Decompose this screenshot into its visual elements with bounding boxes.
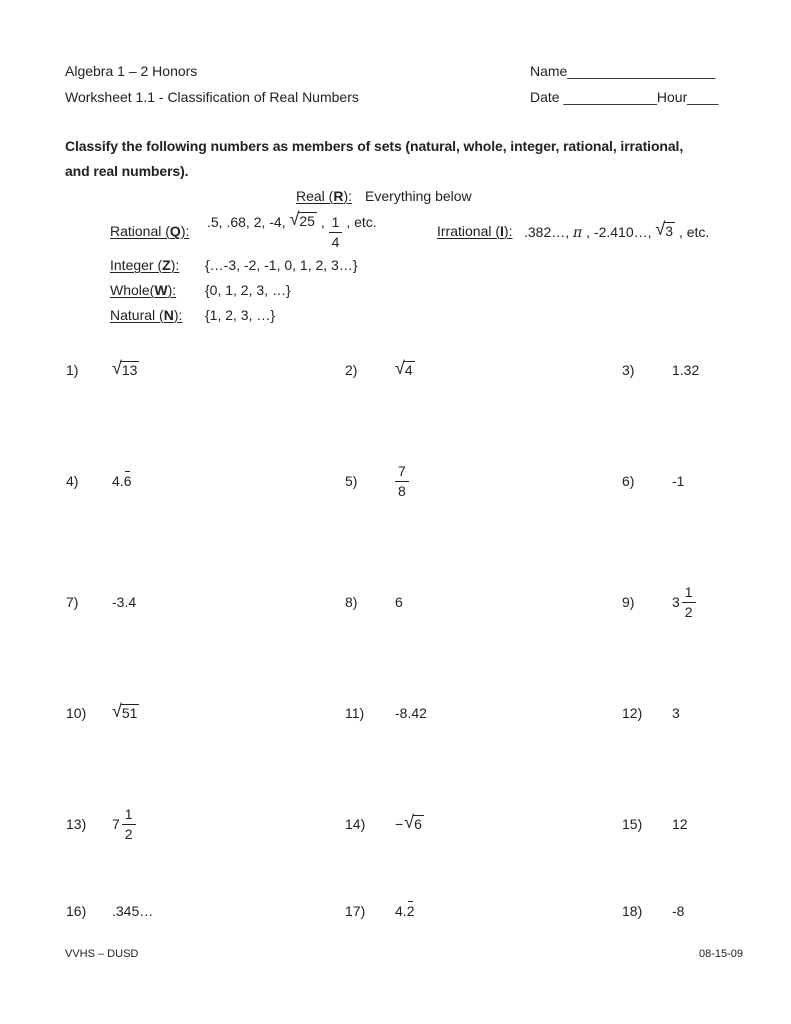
problems-row	[0, 801, 791, 847]
sqrt-radical	[655, 218, 675, 240]
problem-number: 4)	[66, 473, 79, 489]
radical-symbol: √	[112, 358, 122, 378]
math-expression	[395, 903, 414, 919]
problem-item	[345, 690, 427, 736]
set-integer-examples: {…-3, -2, -1, 0, 1, 2, 3…}	[205, 257, 358, 273]
problem-item	[622, 690, 680, 736]
decimal-prefix: 4.	[112, 473, 124, 489]
problem-item	[66, 801, 136, 847]
math-expression	[573, 225, 582, 241]
problem-item	[66, 690, 139, 736]
fraction-numerator: 1	[331, 214, 340, 231]
fraction-numerator: 7	[398, 463, 406, 480]
problem-item	[66, 458, 131, 504]
set-whole-letter: W	[154, 282, 168, 298]
instructions-line2: and real numbers).	[65, 163, 189, 179]
math-expression	[672, 362, 699, 378]
footer-date: 08-15-09	[698, 948, 743, 960]
math-text: -3.4	[112, 594, 137, 610]
math-text: .345…	[112, 903, 154, 919]
math-expression	[342, 214, 376, 230]
set-whole-post: ):	[167, 282, 177, 298]
set-integer-post: ):	[170, 257, 180, 273]
math-expression	[395, 463, 409, 498]
set-rational-post: ):	[180, 223, 190, 239]
set-integer-label	[110, 257, 205, 273]
instructions-line1: Classify the following numbers as members of sets (natural, whole, integer, rational, irrational,	[65, 138, 684, 154]
problem-item	[66, 579, 136, 625]
problem-number: 9)	[622, 594, 635, 610]
problem-value	[672, 705, 680, 721]
math-text: 1.32	[672, 362, 700, 378]
set-integer	[110, 257, 358, 273]
set-real-letter: R	[333, 188, 344, 204]
set-rational-examples	[207, 209, 377, 250]
sqrt-radical	[395, 358, 415, 379]
problem-value	[112, 594, 136, 610]
math-expression	[395, 594, 403, 610]
problem-value	[672, 584, 696, 619]
radicand: 13	[121, 362, 138, 378]
problem-item	[345, 347, 415, 393]
problem-item	[345, 579, 403, 625]
set-rational-pre: Rational (	[110, 223, 170, 239]
set-natural-pre: Natural (	[110, 307, 164, 323]
fraction-numerator: 1	[684, 584, 693, 601]
set-integer-pre: Integer (	[110, 257, 163, 273]
problem-number: 3)	[622, 362, 635, 378]
problems-row	[0, 888, 791, 934]
fraction-numerator: 1	[124, 806, 133, 823]
problem-value	[395, 812, 424, 833]
set-irrational-examples	[524, 218, 710, 241]
set-rational	[110, 209, 377, 250]
math-expression	[112, 701, 139, 722]
worksheet-title: Worksheet 1.1 - Classification of Real Numbers	[65, 89, 359, 105]
math-text: 3	[672, 705, 680, 721]
problem-item	[622, 458, 684, 504]
problem-value	[672, 473, 684, 489]
set-natural-label	[110, 307, 205, 323]
math-expression	[112, 594, 136, 610]
fraction-denominator: 2	[122, 824, 136, 842]
problem-number: 5)	[345, 473, 358, 489]
set-real-description: Everything below	[365, 188, 472, 204]
problem-value	[112, 701, 139, 722]
problem-item	[345, 801, 424, 847]
name-field: Name___________________	[530, 63, 716, 79]
set-irrational	[437, 212, 709, 250]
set-whole-pre: Whole(	[110, 282, 155, 298]
problem-number: 16)	[66, 903, 87, 919]
sqrt-radical	[112, 701, 139, 722]
math-text: 6	[395, 594, 403, 610]
sqrt-radical	[404, 812, 424, 833]
math-expression	[207, 214, 290, 230]
radicand: 6	[414, 816, 422, 832]
problem-number: 12)	[622, 705, 643, 721]
set-real-post: ):	[343, 188, 353, 204]
problem-number: 15)	[622, 816, 643, 832]
radicand: 51	[121, 705, 138, 721]
decimal-prefix: 4.	[395, 903, 407, 919]
math-text: , -2.410…,	[582, 223, 656, 240]
math-text: 12	[672, 816, 688, 832]
problem-item	[66, 347, 139, 393]
set-whole-examples: {0, 1, 2, 3, …}	[205, 282, 291, 298]
radicand: 25	[299, 213, 315, 230]
fraction	[395, 463, 409, 498]
math-expression	[672, 705, 680, 721]
math-text: -1	[672, 473, 685, 489]
problems-row	[0, 690, 791, 736]
problem-number: 11)	[345, 705, 365, 721]
problem-value	[395, 705, 427, 721]
radicand: 3	[665, 222, 674, 239]
problem-value	[672, 903, 684, 919]
problem-value	[112, 806, 136, 841]
problem-value	[395, 594, 403, 610]
set-real	[296, 188, 472, 204]
problem-number: 10)	[66, 705, 87, 721]
math-expression	[395, 358, 415, 379]
problem-item	[345, 888, 414, 934]
set-rational-letter: Q	[169, 223, 181, 239]
fraction-denominator: 8	[395, 481, 409, 499]
fraction	[122, 806, 136, 841]
footer-school: VVHS – DUSD	[65, 948, 139, 960]
math-text: -8	[672, 903, 685, 919]
set-rational-label	[110, 223, 207, 239]
set-whole-label	[110, 282, 205, 298]
radical-symbol: √	[404, 812, 415, 832]
problems-row	[0, 579, 791, 625]
set-whole	[110, 282, 291, 298]
fraction	[682, 584, 696, 619]
math-expression	[112, 358, 139, 379]
set-natural	[110, 307, 275, 323]
radical-symbol: √	[112, 701, 122, 721]
set-natural-post: ):	[173, 307, 183, 323]
repeating-digit: 2	[406, 903, 415, 919]
math-expression	[672, 816, 688, 832]
math-expression	[317, 214, 329, 230]
problem-value	[112, 903, 153, 919]
set-real-label	[296, 188, 352, 204]
problems-row	[0, 347, 791, 393]
problem-item	[622, 347, 699, 393]
set-natural-examples: {1, 2, 3, …}	[205, 307, 276, 323]
date-hour-field: Date ____________Hour____	[530, 89, 719, 105]
math-expression	[675, 224, 709, 240]
fraction	[329, 214, 343, 249]
math-expression	[289, 209, 317, 230]
math-expression	[672, 903, 684, 919]
problem-value	[672, 362, 699, 378]
problem-value	[672, 816, 688, 832]
sqrt-radical	[112, 358, 139, 379]
pi-symbol: π	[573, 224, 583, 241]
math-expression	[524, 224, 573, 240]
fraction-denominator: 2	[682, 602, 696, 620]
problem-number: 17)	[345, 903, 366, 919]
problem-item	[622, 888, 684, 934]
whole-number: 3	[672, 594, 680, 610]
problem-item	[622, 801, 688, 847]
math-text: .5, .68, 2, -4,	[207, 214, 290, 231]
whole-number: 7	[112, 816, 120, 832]
problem-number: 14)	[345, 816, 366, 832]
problem-number: 13)	[66, 816, 87, 832]
set-irrational-label	[437, 223, 524, 239]
course-title: Algebra 1 – 2 Honors	[65, 63, 198, 79]
math-text: , etc.	[342, 214, 377, 231]
problem-number: 7)	[66, 594, 79, 610]
problem-number: 8)	[345, 594, 358, 610]
radical-symbol: √	[395, 358, 405, 378]
set-irrational-letter: I	[500, 223, 504, 239]
math-expression	[112, 473, 131, 489]
math-text: , etc.	[675, 223, 710, 240]
problem-value	[395, 463, 409, 498]
math-expression	[672, 584, 696, 619]
math-text: .382…,	[524, 223, 574, 240]
math-expression	[582, 224, 655, 240]
math-text: -8.42	[395, 705, 427, 721]
problem-number: 6)	[622, 473, 635, 489]
math-expression	[395, 812, 424, 833]
problem-number: 1)	[66, 362, 79, 378]
math-expression	[112, 903, 153, 919]
math-expression	[395, 705, 427, 721]
math-expression	[672, 473, 684, 489]
math-expression	[655, 218, 675, 240]
sqrt-radical	[289, 209, 317, 230]
repeating-digit: 6	[123, 473, 132, 489]
set-irrational-post: ):	[503, 223, 513, 239]
problem-value	[395, 358, 415, 379]
problem-value	[112, 473, 131, 489]
math-text: ,	[316, 214, 329, 231]
problem-item	[622, 579, 696, 625]
set-natural-letter: N	[163, 307, 174, 323]
math-expression	[329, 214, 343, 249]
radical-symbol: √	[289, 209, 300, 230]
problem-item	[345, 458, 409, 504]
minus-sign: −	[395, 816, 404, 832]
problem-item	[66, 888, 153, 934]
problem-number: 18)	[622, 903, 643, 919]
radicand: 4	[404, 362, 413, 378]
set-irrational-pre: Irrational (	[437, 223, 501, 239]
fraction-denominator: 4	[329, 232, 343, 250]
set-integer-letter: Z	[162, 257, 171, 273]
radical-symbol: √	[655, 218, 666, 239]
set-real-pre: Real (	[296, 188, 334, 204]
problems-row	[0, 458, 791, 504]
problem-value	[112, 358, 139, 379]
problem-number: 2)	[345, 362, 358, 378]
math-expression	[112, 806, 136, 841]
problem-value	[395, 903, 414, 919]
